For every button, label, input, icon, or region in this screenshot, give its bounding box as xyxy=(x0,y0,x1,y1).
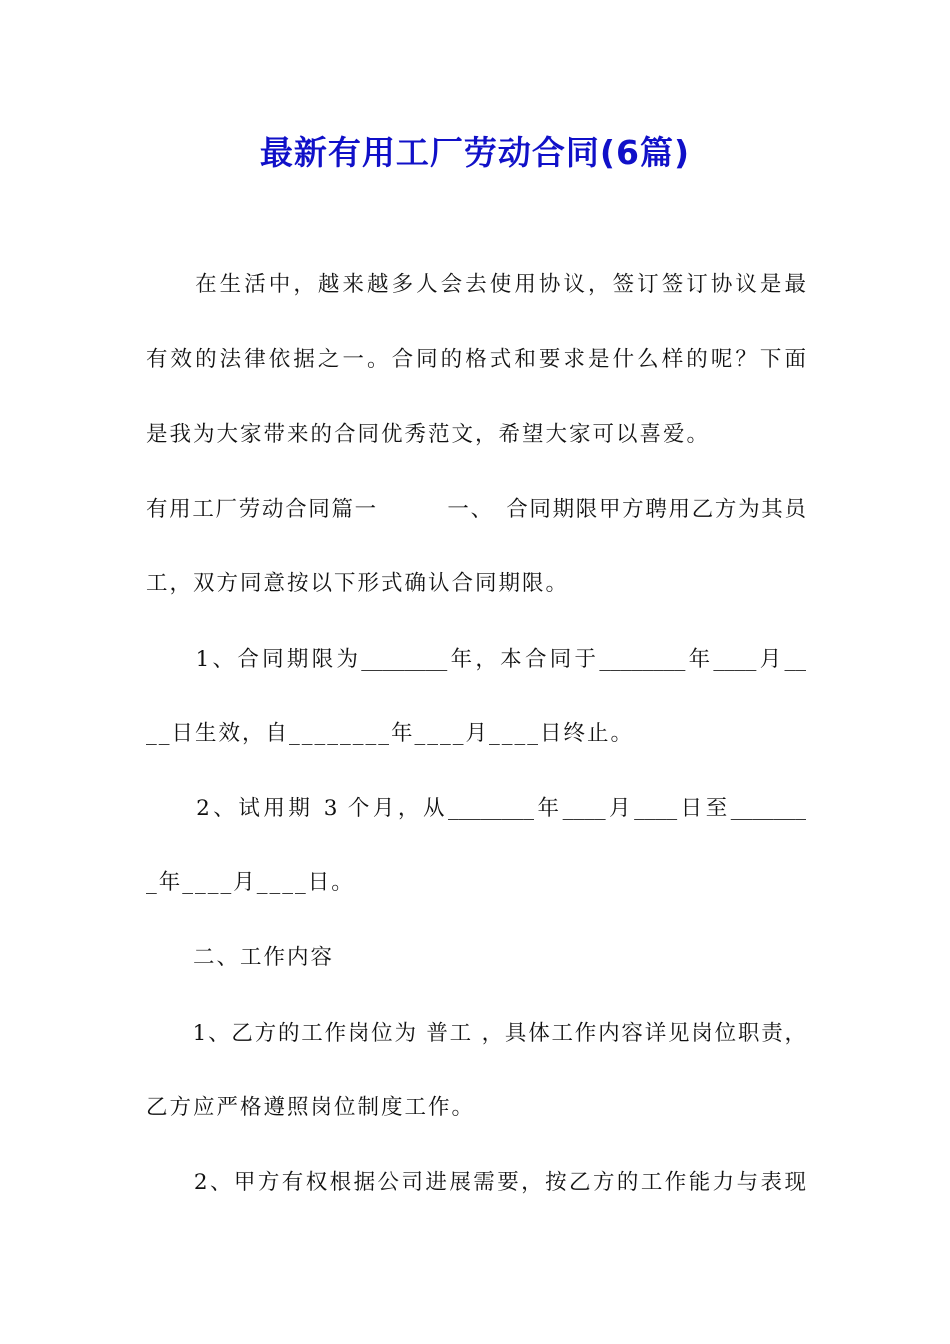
paragraph-line: 2、甲方有权根据公司进展需要，按乙方的工作能力与表现 xyxy=(146,1170,806,1195)
paragraph-line: _年____月____日。 xyxy=(146,870,355,895)
paragraph-line: 1、乙方的工作岗位为 普工 ，具体工作内容详见岗位职责， xyxy=(146,1021,806,1046)
paragraph-line: 2、试用期 3 个月，从________年____月____日至_______ xyxy=(146,796,806,821)
paragraph-line: 有用工厂劳动合同篇一 一、 合同期限甲方聘用乙方为其员 xyxy=(146,497,806,522)
paragraph-line: 有效的法律依据之一。合同的格式和要求是什么样的呢？下面 xyxy=(146,347,806,372)
paragraph-line: 1、合同期限为________年，本合同于________年____月__ xyxy=(146,647,806,672)
document-title: 最新有用工厂劳动合同(6篇) xyxy=(259,133,691,172)
paragraph-line: 在生活中，越来越多人会去使用协议，签订签订协议是最 xyxy=(146,272,806,297)
section-heading: 二、工作内容 xyxy=(146,945,335,970)
paragraph-line: 工，双方同意按以下形式确认合同期限。 xyxy=(146,571,570,596)
paragraph-line: 是我为大家带来的合同优秀范文，希望大家可以喜爱。 xyxy=(146,422,711,447)
paragraph-line: 乙方应严格遵照岗位制度工作。 xyxy=(146,1095,476,1120)
paragraph-line: __日生效，自________年____月____日终止。 xyxy=(146,721,635,746)
